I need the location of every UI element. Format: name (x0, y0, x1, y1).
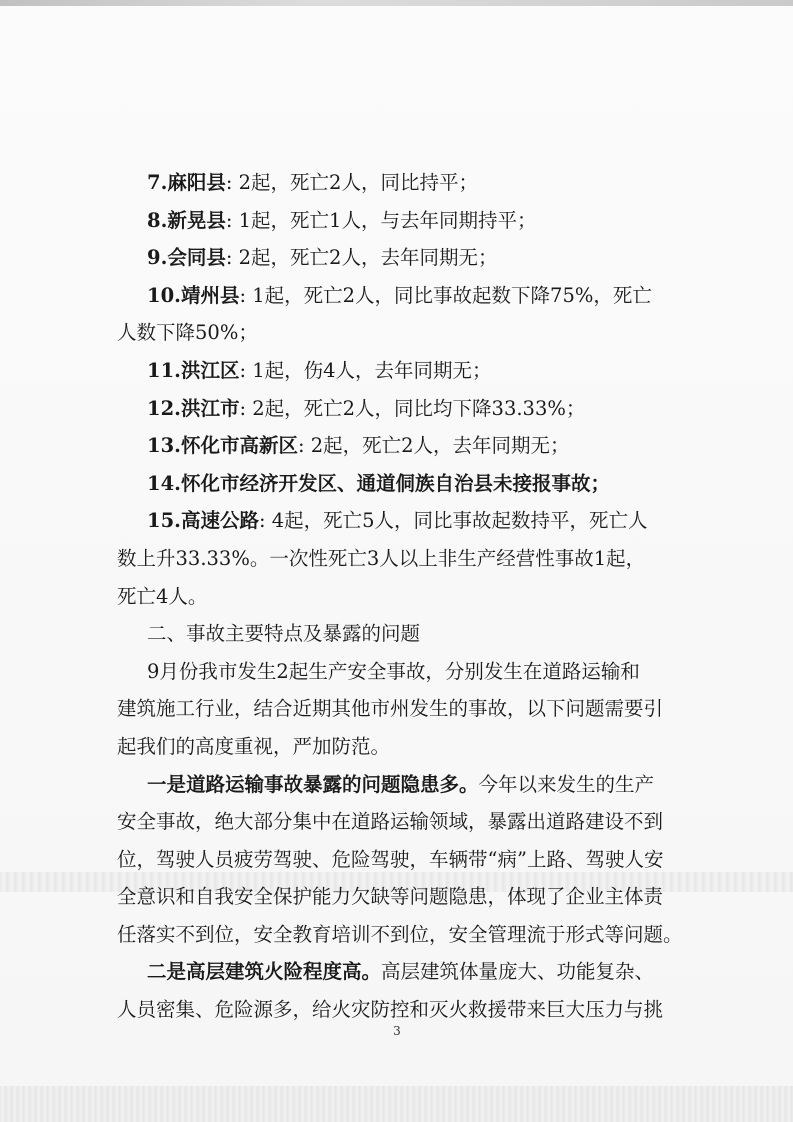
list-item (117, 164, 683, 202)
paragraph-line (117, 766, 683, 804)
item-text: : 2起，死亡2人，去年同期无； (225, 246, 498, 270)
paragraph-line: 全意识和自我安全保护能力欠缺等问题隐患，体现了企业主体责 (117, 885, 664, 909)
item-name: 新晃县 (167, 208, 226, 232)
list-item (117, 202, 683, 240)
section-heading: 二、事故主要特点及暴露的问题 (147, 622, 421, 646)
item-text: 人数下降50%； (117, 321, 258, 345)
point-lead: 一是道路运输事故暴露的问题隐患多。 (147, 772, 479, 796)
item-name: 怀化市高新区 (180, 434, 298, 458)
paragraph-line: 位，驾驶人员疲劳驾驶、危险驾驶，车辆带“病”上路、驾驶人安 (117, 847, 664, 871)
scan-edge-bottom (0, 1086, 793, 1122)
scan-edge-top (0, 0, 793, 6)
list-item (117, 465, 683, 503)
list-item (117, 390, 683, 428)
item-name: 怀化市经济开发区、通道侗族自治县未接报事故； (180, 471, 610, 495)
page-number: 3 (393, 1024, 401, 1038)
item-number: 14. (147, 471, 181, 495)
list-item (117, 427, 683, 465)
item-text: 死亡4人。 (117, 584, 208, 608)
list-item (117, 352, 683, 390)
item-number: 10. (147, 283, 181, 307)
item-number: 13. (147, 434, 181, 458)
item-name: 洪江区 (180, 358, 240, 382)
point-text: 高层建筑体量庞大、功能复杂、 (381, 960, 655, 984)
item-name: 高速公路 (180, 509, 259, 533)
item-name: 靖州县 (180, 283, 240, 307)
paragraph-line: 安全事故，绝大部分集中在道路运输领域，暴露出道路建设不到 (117, 810, 664, 834)
item-number: 12. (147, 396, 181, 420)
paragraph-line: 起我们的高度重视，严加防范。 (117, 734, 391, 758)
point-lead: 二是高层建筑火险程度高。 (147, 960, 382, 984)
list-item-continuation (117, 578, 683, 616)
paragraph-line: 9月份我市发生2起生产安全事故，分别发生在道路运输和 (147, 659, 640, 683)
item-number: 11. (147, 358, 181, 382)
item-number: 7. (147, 171, 168, 194)
item-text: : 2起，死亡2人，同比持平； (225, 171, 478, 194)
item-name: 洪江市 (180, 396, 240, 420)
item-number: 8. (147, 208, 168, 232)
document-body (117, 164, 683, 1029)
list-item (117, 502, 683, 540)
item-name: 会同县 (167, 246, 226, 270)
item-text: 数上升33.33%。一次性死亡3人以上非生产经营性事故1起， (117, 546, 646, 570)
item-name: 麻阳县 (167, 171, 226, 194)
item-text: : 1起，伤4人，去年同期无； (239, 358, 492, 382)
item-text: : 1起，死亡2人，同比事故起数下降75%，死亡 (239, 283, 652, 307)
item-text: : 2起，死亡2人，同比均下降33.33%； (239, 396, 586, 420)
point-text: 今年以来发生的生产 (478, 772, 655, 796)
paragraph-line: 任落实不到位，安全教育培训不到位，安全管理流于形式等问题。 (117, 922, 683, 946)
item-number: 15. (147, 509, 181, 533)
list-item-continuation (117, 540, 683, 578)
list-item (117, 239, 683, 277)
item-text: : 4起，死亡5人，同比事故起数持平，死亡人 (258, 509, 648, 533)
paragraph-line (117, 953, 683, 991)
paragraph-line: 人员密集、危险源多，给火灾防控和灭火救援带来巨大压力与挑 (117, 998, 664, 1022)
item-text: : 2起，死亡2人，去年同期无； (297, 434, 570, 458)
item-number: 9. (147, 246, 168, 270)
list-item (117, 277, 683, 315)
item-text: : 1起，死亡1人，与去年同期持平； (225, 208, 537, 232)
list-item-continuation (117, 314, 683, 352)
paragraph-line: 建筑施工行业，结合近期其他市州发生的事故，以下问题需要引 (117, 697, 664, 721)
